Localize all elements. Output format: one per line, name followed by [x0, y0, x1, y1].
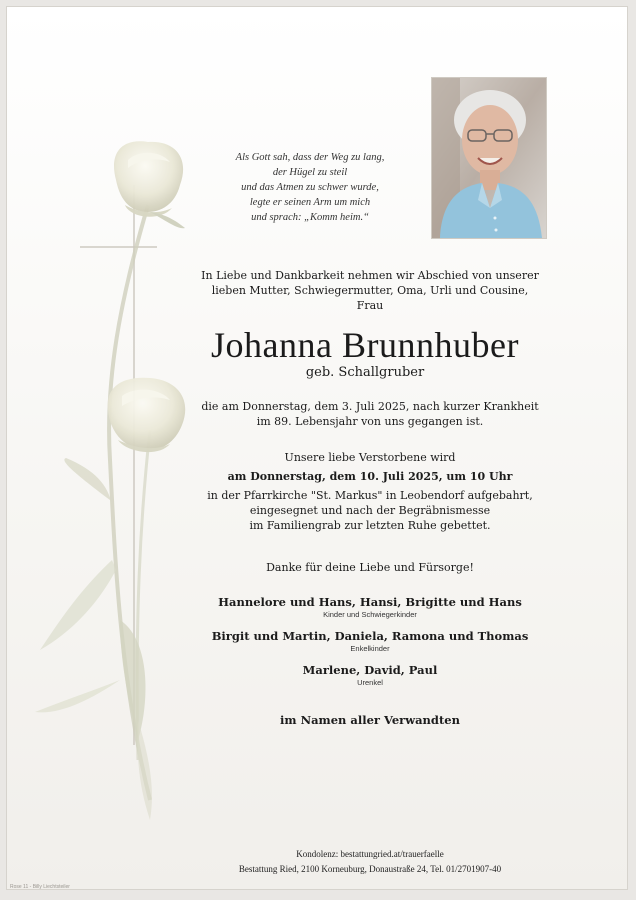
poem — [200, 150, 420, 225]
all-relatives-text: im Namen aller Verwandten — [280, 713, 460, 727]
death-line: die am Donnerstag, dem 3. Juli 2025, nach kurzer Krankheit — [201, 400, 539, 413]
funeral-line: im Familiengrab zur letzten Ruhe gebettet. — [249, 519, 491, 532]
mourner-relation: Enkelkinder — [350, 644, 390, 653]
mourner-group — [160, 663, 580, 688]
mourner-group — [160, 595, 580, 620]
all-relatives — [160, 713, 580, 728]
thanks-text: Danke für deine Liebe und Fürsorge! — [266, 561, 474, 574]
image-credit: Rose 11 - Billy Liechtsteiler — [10, 884, 70, 890]
funeral-line: eingesegnet und nach der Begräbnismesse — [249, 504, 491, 517]
funeral-details — [160, 450, 580, 533]
intro-line: In Liebe und Dankbarkeit nehmen wir Abschied von unserer — [201, 269, 539, 282]
funeral-home-address: Bestattung Ried, 2100 Korneuburg, Donaustraße 24, Tel. 01/2701907-40 — [238, 864, 502, 874]
intro-line: Frau — [356, 299, 384, 312]
maiden-name: geb. Schallgruber — [305, 365, 425, 380]
mourner-names: Hannelore und Hans, Hansi, Brigitte und Hans — [218, 595, 522, 609]
funeral-date: am Donnerstag, dem 10. Juli 2025, um 10 Uhr — [227, 470, 513, 483]
mourner-names: Marlene, David, Paul — [302, 663, 438, 677]
funeral-intro: Unsere liebe Verstorbene wird — [284, 451, 456, 464]
death-line: im 89. Lebensjahr von uns gegangen ist. — [256, 415, 484, 428]
poem-line: und sprach: „Komm heim.“ — [251, 212, 369, 223]
portrait-illustration — [432, 78, 546, 238]
mourner-relation: Urenkel — [357, 678, 383, 687]
condolence-link[interactable]: Kondolenz: bestattungried.at/trauerfaelle — [296, 849, 444, 859]
funeral-line: in der Pfarrkirche "St. Markus" in Leobendorf aufgebahrt, — [207, 489, 533, 502]
mourner-group — [160, 629, 580, 654]
mourner-relation: Kinder und Schwiegerkinder — [323, 610, 417, 619]
portrait-photo — [431, 77, 547, 239]
intro-line: lieben Mutter, Schwiegermutter, Oma, Urli und Cousine, — [211, 284, 529, 297]
death-notice — [160, 399, 580, 429]
poem-line: Als Gott sah, dass der Weg zu lang, — [235, 152, 385, 163]
poem-line: legte er seinen Arm um mich — [249, 197, 371, 208]
deceased-name: Johanna Brunnhuber — [211, 325, 519, 365]
intro-text — [180, 268, 560, 313]
poem-line: der Hügel zu steil — [272, 167, 348, 178]
mourner-names: Birgit und Martin, Daniela, Ramona und Thomas — [211, 629, 529, 643]
poem-line: und das Atmen zu schwer wurde, — [241, 182, 379, 193]
